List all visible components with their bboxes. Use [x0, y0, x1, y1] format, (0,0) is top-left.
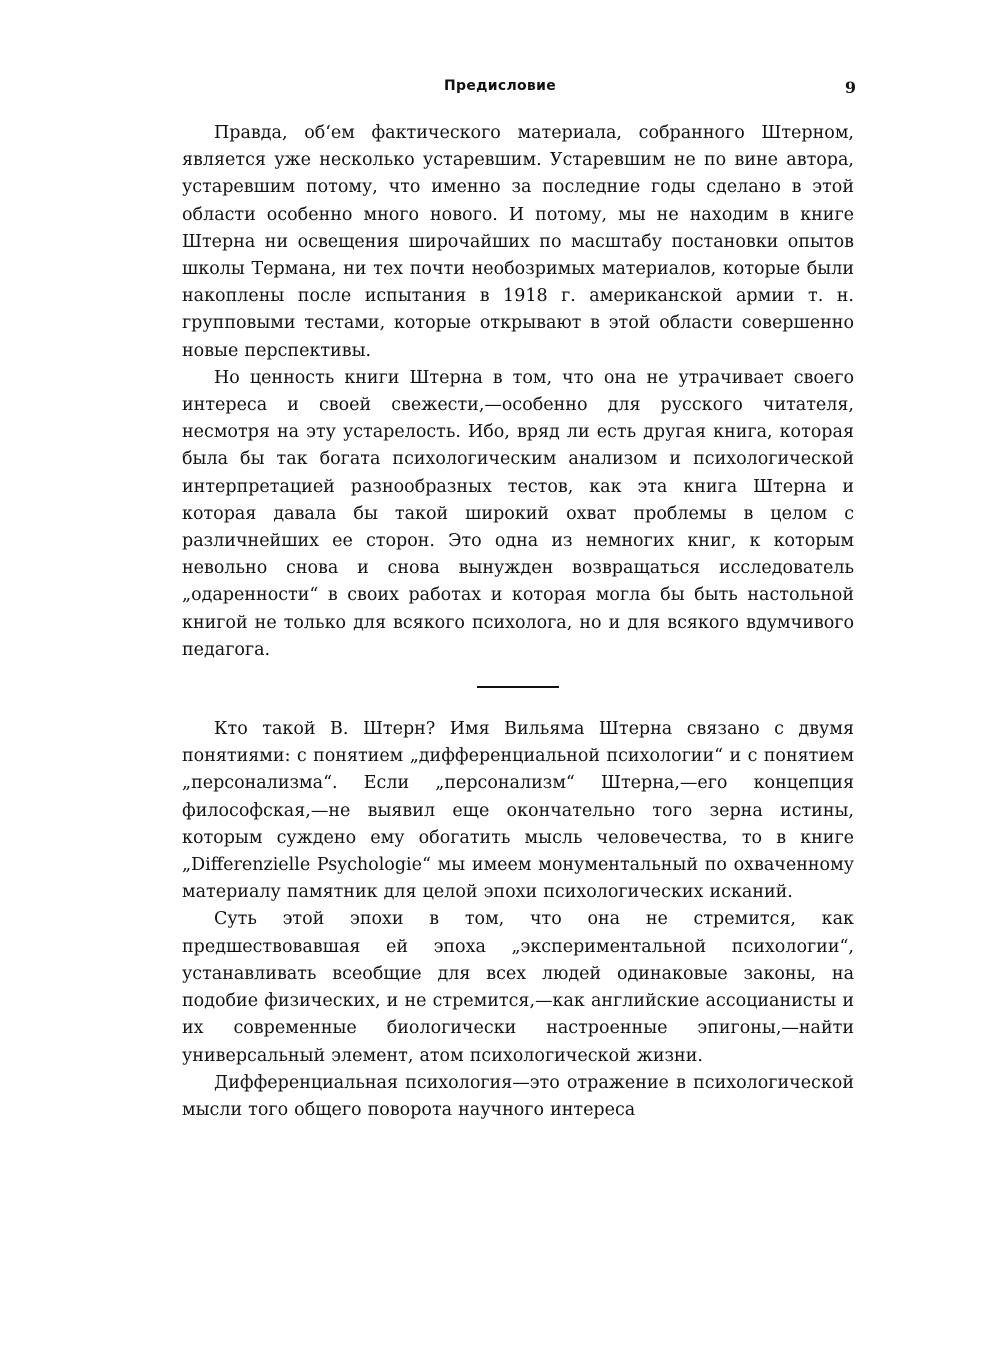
paragraph-who-is-stern: Кто такой В. Штерн? Имя Вильяма Штерна связано с двумя понятиями: с понятием „дифференциальной психологии“ и с понятием „персонализма“. Если „персонализм“ Штерна,—его концепция философская,—не выявил еще окончательно того зерна истины, которым суждено ему обогатить мысль человечества, то в книге „Differenzielle Psychologie“ мы имеем монументальный по охваченному материалу памятник для целой эпохи психологических исканий. — [182, 719, 854, 903]
body-text — [182, 120, 854, 1124]
section-divider — [477, 686, 559, 688]
paragraph-volume-of-material: Правда, об‘ем фактического материала, собранного Штерном, является уже несколько устаревшим. Устаревшим не по вине автора, устаревшим потому, что именно за последние годы сделано в этой области особенно много нового. И потому, мы не находим в книге Штерна ни освещения широчайших по масштабу постановки опытов школы Термана, ни тех почти необозримых материалов, которые были накоплены после испытания в 1918 г. американской армии т. н. групповыми тестами, которые открывают в этой области совершенно новые перспективы. — [182, 123, 854, 361]
paragraph-value-of-book: Но ценность книги Штерна в том, что она не утрачивает своего интереса и своей свежести,—особенно для русского читателя, несмотря на эту устарелость. Ибо, вряд ли есть другая книга, которая была бы так богата психологическим анализом и психологической интерпретацией разнообразных тестов, как эта книга Штерна и которая давала бы такой широкий охват проблемы в целом с различнейших ее сторон. Это одна из немногих книг, к которым невольно снова и снова вынужден возвращаться исследователь „одаренности“ в своих работах и которая могла бы быть настольной книгой не только для всякого психолога, но и для всякого вдумчивого педагога. — [182, 367, 854, 660]
running-title: Предисловие — [444, 78, 556, 94]
paragraph-differential-psychology: Дифференциальная психология—это отражение в психологической мысли того общего поворота научного интереса — [182, 1072, 854, 1120]
page-number: 9 — [844, 78, 856, 97]
running-header — [0, 78, 1000, 102]
paragraph-essence-of-epoch: Суть этой эпохи в том, что она не стремится, как предшествовавшая ей эпоха „экспериментальной психологии“, устанавливать всеобщие для всех людей одинаковые законы, на подобие физических, и не стремится,—как английские ассоцианисты и их современные биологически настроенные эпигоны,—найти универсальный элемент, атом психологической жизни. — [182, 909, 854, 1066]
